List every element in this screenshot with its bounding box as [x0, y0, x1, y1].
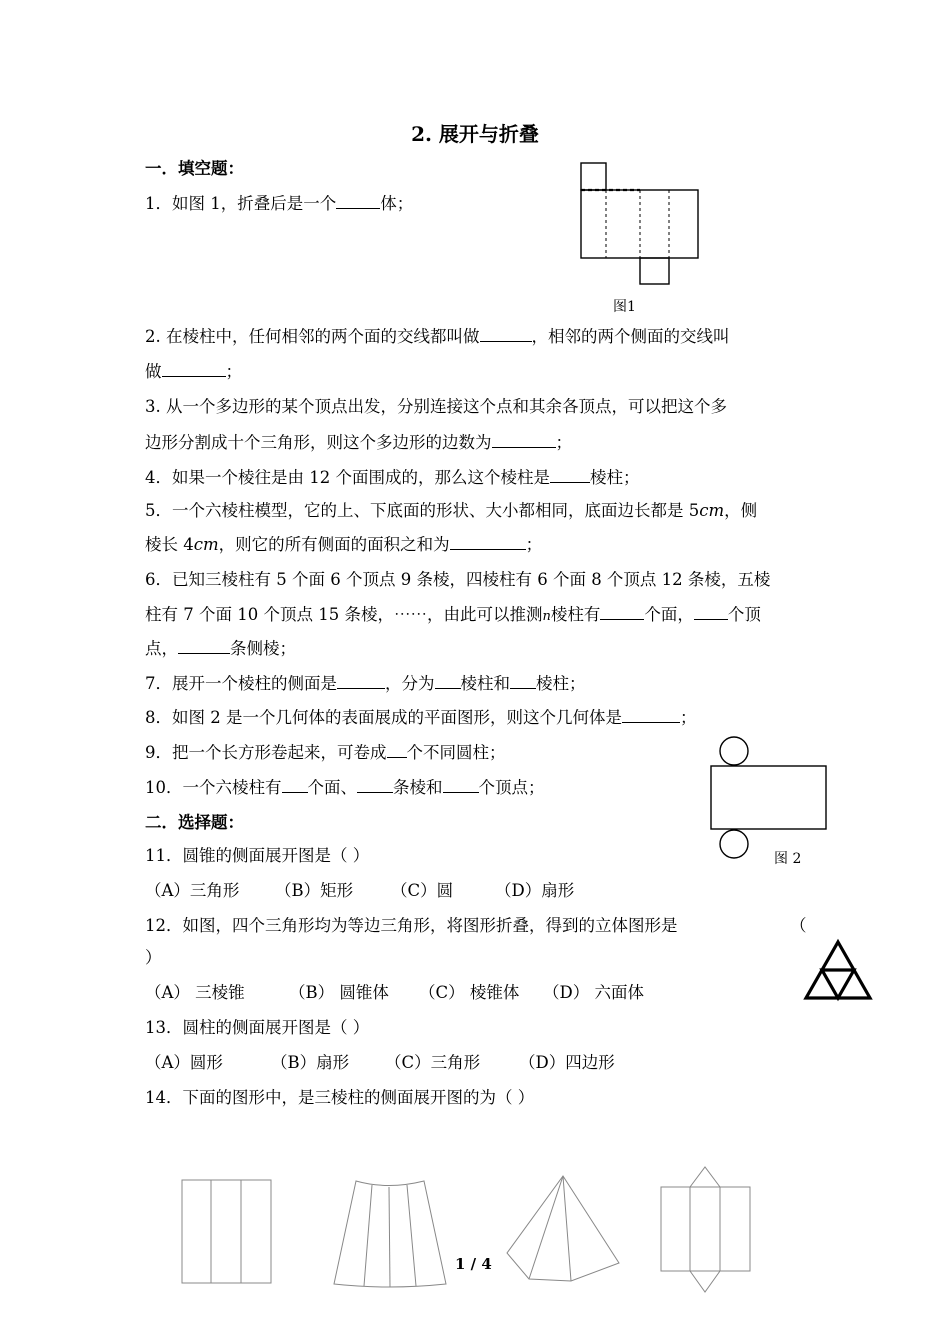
answer-blank[interactable] [336, 192, 380, 209]
q8-text-end: ； [680, 708, 697, 727]
unit-cm: cm [699, 501, 725, 520]
answer-blank[interactable] [357, 776, 393, 793]
q6-text-cont: 个顶 [727, 605, 761, 624]
option-figure-c-pyramid[interactable] [505, 1173, 623, 1285]
q3-text-end: ； [555, 433, 572, 452]
option-b[interactable]: （B）扇形 [271, 1053, 350, 1072]
answer-blank[interactable] [435, 672, 461, 689]
q5-text-end: ； [525, 535, 543, 554]
option-d[interactable]: （D）四边形 [519, 1053, 615, 1072]
answer-blank[interactable] [492, 431, 556, 448]
question-1 [145, 192, 413, 215]
page-title: 2. 展开与折叠 [411, 122, 539, 146]
question-6-line-2 [145, 603, 761, 628]
q6-text-l3: 点， [145, 639, 178, 658]
q1-text: 1．如图 1，折叠后是一个 [145, 194, 337, 213]
q5-text: 5．一个六棱柱模型，它的上、下底面的形状、大小都相同，底面边长都是 5 [145, 501, 700, 520]
answer-blank[interactable] [600, 603, 644, 620]
option-b[interactable]: （B） 圆锥体 [289, 983, 389, 1002]
answer-blank[interactable] [443, 776, 479, 793]
question-3-line-2 [145, 431, 572, 454]
question-10 [145, 776, 545, 799]
q10-text-mid1: 个面、 [307, 778, 357, 797]
q1-text-end: 体； [380, 194, 414, 213]
answer-blank[interactable] [550, 466, 590, 483]
option-figure-a-rectangles[interactable] [180, 1178, 274, 1286]
question-6-line-3 [145, 637, 296, 660]
q9-text-end: 个不同圆柱； [406, 743, 506, 762]
q3-text: 边形分割成十个三角形，则这个多边形的边数为 [145, 433, 492, 452]
equilateral-triangles-figure [804, 938, 874, 1002]
q4-text-end: 棱柱； [589, 468, 640, 487]
answer-paren-open: （ [790, 916, 807, 935]
q5-text-l2: 棱长 4 [145, 535, 194, 554]
option-d[interactable]: （D）扇形 [495, 881, 575, 900]
question-6-line-1: 6．已知三棱柱有 5 个面 6 个顶点 9 条棱，四棱柱有 6 个面 8 个顶点 12 条棱，五棱 [145, 570, 771, 589]
q9-text: 9．把一个长方形卷起来，可卷成 [145, 743, 387, 762]
question-7 [145, 672, 586, 695]
option-a[interactable]: （A）圆形 [145, 1053, 223, 1072]
q5-text-cont: ，侧 [724, 501, 758, 520]
unit-cm: cm [193, 535, 219, 554]
option-d[interactable]: （D） 六面体 [543, 983, 644, 1002]
question-5-line-2 [145, 533, 542, 556]
option-a[interactable]: （A）三角形 [145, 881, 240, 900]
q7-text-mid1: ，分为 [385, 674, 435, 693]
question-13-options [145, 1052, 615, 1074]
q10-text-end: 个顶点； [478, 778, 545, 797]
answer-blank[interactable] [622, 706, 680, 723]
question-11: 11．圆锥的侧面展开图是（ ） [145, 846, 370, 865]
q10-text: 10．一个六棱柱有 [145, 778, 282, 797]
q6-text-mid2: 个面， [644, 605, 694, 624]
q6-text-mid: 棱柱有 [550, 605, 601, 624]
q7-text-mid2: 棱柱和 [460, 674, 510, 693]
q2-text-end: ； [225, 362, 242, 381]
option-c[interactable]: （C）三角形 [385, 1053, 481, 1072]
option-figure-b-fan[interactable] [330, 1178, 450, 1286]
answer-blank[interactable] [450, 533, 526, 550]
question-4 [145, 466, 639, 489]
answer-paren-close: ） [145, 948, 162, 967]
q8-text: 8．如图 2 是一个几何体的表面展成的平面图形，则这个几何体是 [145, 708, 622, 727]
q2-text: 2. 在棱柱中，任何相邻的两个面的交线都叫做 [145, 327, 480, 346]
section-choice-heading: 二．选择题： [145, 813, 244, 832]
option-b[interactable]: （B）矩形 [275, 881, 354, 900]
figure-1-net [578, 160, 703, 288]
question-12: 12．如图，四个三角形均为等边三角形，将图形折叠，得到的立体图形是 [145, 916, 678, 935]
option-c[interactable]: （C） 棱锥体 [419, 983, 520, 1002]
question-11-options [145, 880, 574, 902]
figure-2-cylinder-net [708, 735, 830, 860]
question-13: 13．圆柱的侧面展开图是（ ） [145, 1018, 370, 1037]
question-12-options [145, 982, 644, 1004]
figure-2-label: 图 2 [774, 851, 802, 867]
question-3-line-1: 3. 从一个多边形的某个顶点出发，分别连接这个点和其余各顶点，可以把这个多 [145, 397, 727, 416]
question-2-line-2 [145, 360, 242, 383]
question-8 [145, 706, 697, 729]
answer-blank[interactable] [510, 672, 536, 689]
variable-n: n [542, 609, 551, 624]
q7-text: 7．展开一个棱柱的侧面是 [145, 674, 337, 693]
answer-blank[interactable] [337, 672, 385, 689]
q10-text-mid2: 条棱和 [393, 778, 443, 797]
q4-text: 4．如果一个棱往是由 12 个面围成的，那么这个棱柱是 [145, 468, 550, 487]
option-figure-d-prism-net[interactable] [658, 1165, 754, 1295]
question-5-line-1 [145, 500, 757, 522]
answer-blank[interactable] [480, 325, 532, 342]
page-number: 1 / 4 [455, 1255, 492, 1273]
q6-text-end: 条侧棱； [230, 639, 296, 658]
q7-text-end: 棱柱； [536, 674, 586, 693]
answer-blank[interactable] [162, 360, 226, 377]
figure-1-label: 图1 [613, 299, 636, 315]
answer-blank[interactable] [178, 637, 230, 654]
answer-blank[interactable] [387, 741, 407, 758]
section-fill-in-heading: 一．填空题： [145, 159, 244, 178]
question-9 [145, 741, 506, 764]
q2-text-cont: ，相邻的两个侧面的交线叫 [531, 327, 730, 346]
answer-blank[interactable] [694, 603, 728, 620]
option-a[interactable]: （A） 三棱锥 [145, 983, 245, 1002]
q6-text: 柱有 7 个面 10 个顶点 15 条棱，⋯⋯，由此可以推测 [145, 605, 543, 624]
q2-text-l2: 做 [145, 362, 162, 381]
question-2-line-1 [145, 325, 730, 348]
option-c[interactable]: （C）圆 [391, 881, 454, 900]
question-14: 14．下面的图形中，是三棱柱的侧面展开图的为（ ） [145, 1088, 535, 1107]
answer-blank[interactable] [282, 776, 308, 793]
q5-text-mid: ，则它的所有侧面的面积之和为 [218, 535, 450, 554]
